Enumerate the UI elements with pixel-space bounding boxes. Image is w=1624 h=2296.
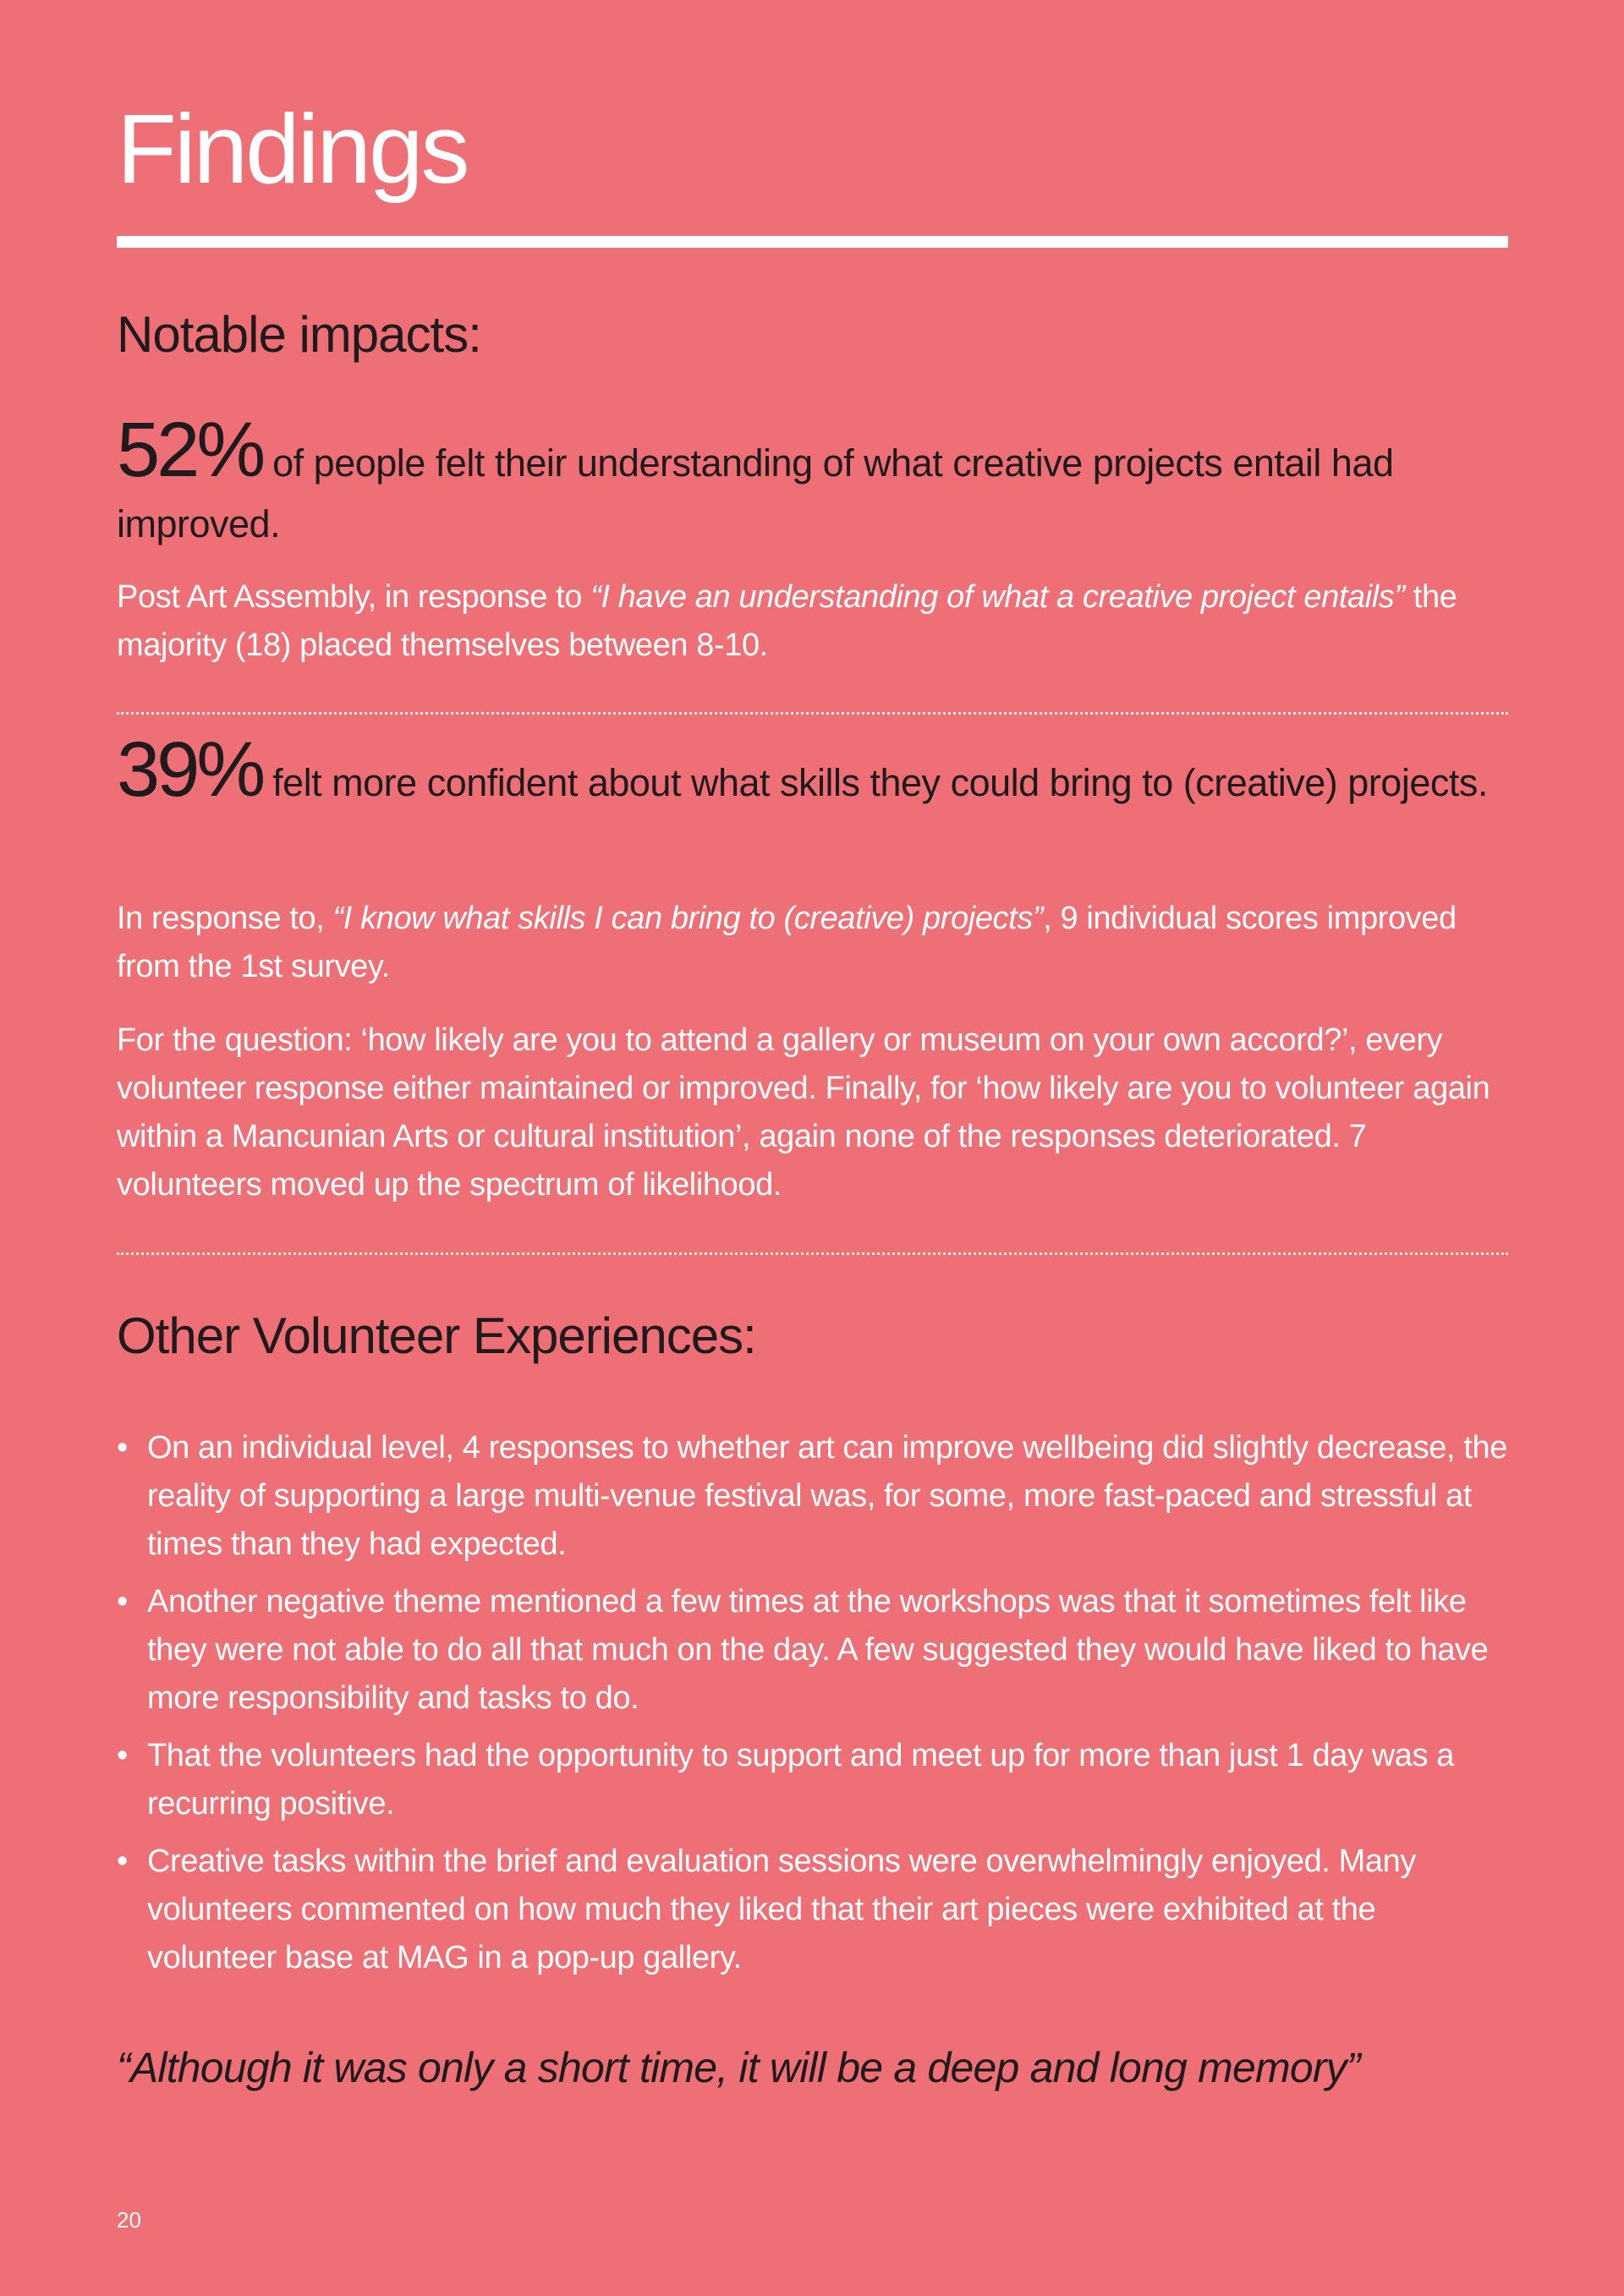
list-item bbox=[117, 1838, 1508, 1982]
list-item bbox=[117, 1424, 1508, 1569]
list-item-text: On an individual level, 4 responses to whether art can improve wellbeing did slightly decrease, the reality of supporting a large multi-venue festival was, for some, more fast-paced and stressful at times than they had expected. bbox=[147, 1430, 1507, 1562]
bullet-icon: • bbox=[117, 1738, 128, 1773]
list-item-text: Another negative theme mentioned a few times at the workshops was that it sometimes felt like they were not able to do all that much on the day. A few suggested they would have liked to have more responsibility and tasks to do. bbox=[147, 1584, 1489, 1716]
stat-confidence-value: 39% bbox=[117, 726, 263, 813]
detail-suffix: , 9 individual scores improved from the 1st survey. bbox=[117, 901, 1457, 984]
list-item-text: That the volunteers had the opportunity to support and meet up for more than just 1 day was a recurring positive. bbox=[147, 1738, 1454, 1822]
dotted-divider bbox=[117, 712, 1508, 715]
page-number: 20 bbox=[117, 2207, 141, 2233]
list-item bbox=[117, 1578, 1508, 1723]
volunteer-quote: “Although it was only a short time, it will be a deep and long memory” bbox=[117, 2044, 1360, 2091]
detail-quote: “I have an understanding of what a creative project entails” bbox=[590, 579, 1405, 615]
detail-quote: “I know what skills I can bring to (creative) projects” bbox=[332, 901, 1044, 936]
likelihood-paragraph: For the question: ‘how likely are you to attend a gallery or museum on your own accord?’, every volunteer response either maintained or improved. Finally, for ‘how likely are you to volunteer again within a Mancunian Arts or cultural institution’, again none of the responses deteriorated. 7 volunteers moved up the spectrum of likelihood. bbox=[117, 1022, 1490, 1203]
experiences-list bbox=[117, 1424, 1508, 1992]
bullet-icon: • bbox=[117, 1430, 128, 1466]
notable-impacts-heading: Notable impacts: bbox=[117, 306, 481, 363]
list-item-text: Creative tasks within the brief and evaluation sessions were overwhelmingly enjoyed. Many volunteers commented on how much they liked that their art pieces were exhibited at the volunteer base at MAG in a pop-up gallery. bbox=[147, 1844, 1416, 1975]
stat-confidence-detail bbox=[117, 895, 1508, 991]
bullet-icon: • bbox=[117, 1584, 128, 1619]
detail-suffix: the majority (18) placed themselves between 8-10. bbox=[117, 579, 1457, 663]
page-title: Findings bbox=[117, 94, 468, 204]
list-item bbox=[117, 1732, 1508, 1828]
dotted-divider bbox=[117, 1252, 1508, 1255]
stat-understanding bbox=[117, 407, 1508, 555]
other-experiences-heading: Other Volunteer Experiences: bbox=[117, 1307, 756, 1364]
detail-prefix: Post Art Assembly, in response to bbox=[117, 579, 591, 615]
stat-understanding-value: 52% bbox=[117, 407, 263, 493]
stat-understanding-text: of people felt their understanding of what creative projects entail had improved. bbox=[117, 441, 1394, 545]
detail-prefix: In response to, bbox=[117, 901, 333, 936]
stat-confidence-text: felt more confident about what skills they could bring to (creative) projects. bbox=[262, 761, 1488, 804]
stat-understanding-detail bbox=[117, 573, 1508, 670]
stat-confidence bbox=[117, 726, 1508, 814]
title-underline bbox=[117, 236, 1508, 248]
bullet-icon: • bbox=[117, 1844, 128, 1879]
